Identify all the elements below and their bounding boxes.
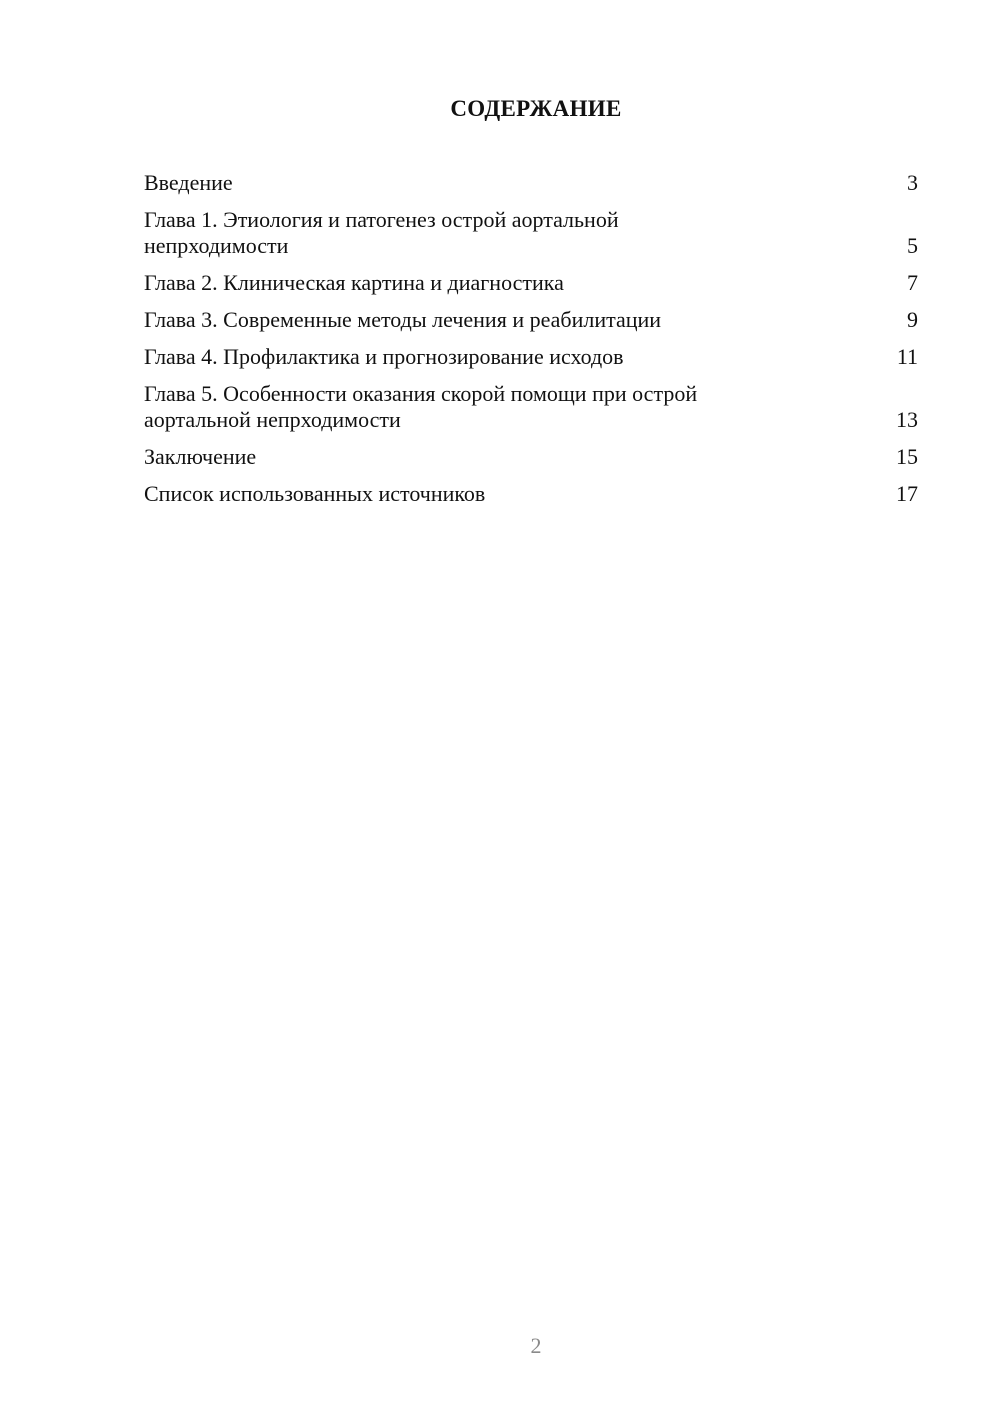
toc-entry-text: Глава 3. Современные методы лечения и реабилитации <box>144 307 662 332</box>
toc-entry-chapter-2[interactable] <box>144 270 918 296</box>
page-number: 2 <box>530 1333 542 1358</box>
toc-entry-page: 15 <box>896 444 918 469</box>
toc-entry-chapter-1[interactable] <box>144 207 918 259</box>
table-of-contents <box>144 170 918 518</box>
toc-entry-page: 7 <box>907 270 918 295</box>
toc-entry-chapter-5[interactable] <box>144 381 918 433</box>
toc-entry-text: Глава 2. Клиническая картина и диагностика <box>144 270 564 295</box>
toc-entry-page: 11 <box>896 344 918 369</box>
toc-entry-introduction[interactable] <box>144 170 918 196</box>
toc-entry-chapter-3[interactable] <box>144 307 918 333</box>
toc-entry-text: Глава 4. Профилактика и прогнозирование исходов <box>144 344 624 369</box>
toc-entry-references[interactable] <box>144 481 918 507</box>
toc-entry-text: Введение <box>144 170 233 195</box>
toc-entry-text: Глава 1. Этиология и патогенез острой аортальной непрходимости <box>144 207 619 258</box>
toc-entry-conclusion[interactable] <box>144 444 918 470</box>
toc-entry-text: Список использованных источников <box>144 481 486 506</box>
toc-entry-page: 5 <box>907 233 918 258</box>
toc-entry-page: 3 <box>907 170 918 195</box>
toc-entry-chapter-4[interactable] <box>144 344 918 370</box>
toc-entry-page: 13 <box>896 407 918 432</box>
toc-entry-page: 17 <box>896 481 918 506</box>
toc-entry-text: Заключение <box>144 444 257 469</box>
toc-entry-text: Глава 5. Особенности оказания скорой помощи при острой аортальной непрходимости <box>144 381 698 432</box>
toc-entry-page: 9 <box>907 307 918 332</box>
toc-title: СОДЕРЖАНИЕ <box>450 96 622 121</box>
